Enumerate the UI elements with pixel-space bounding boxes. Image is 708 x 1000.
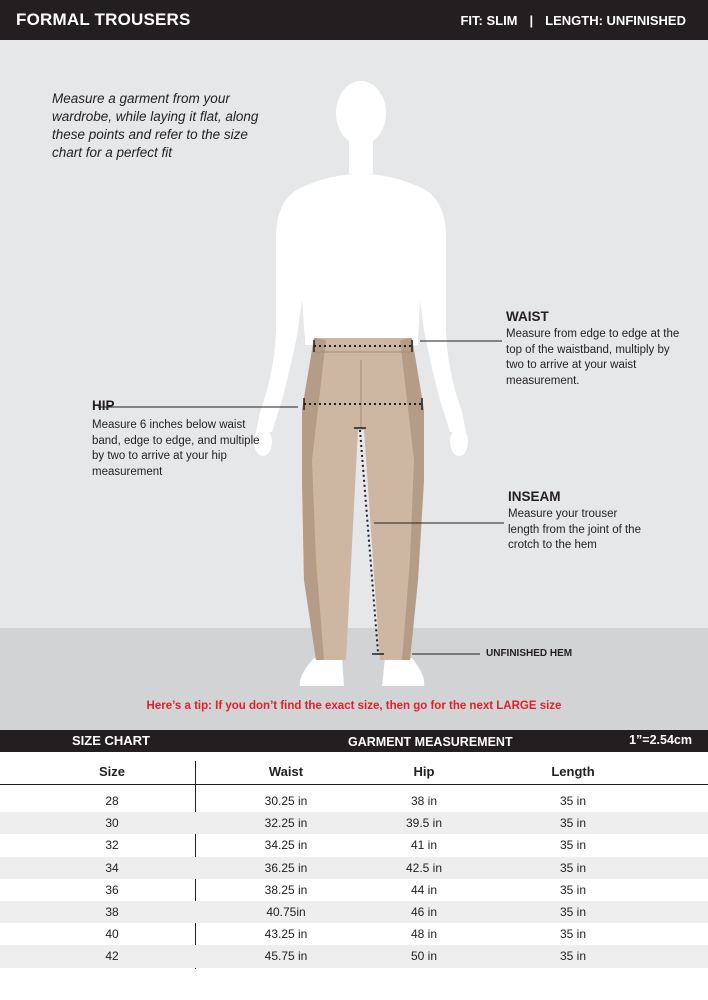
size-cell: 40 xyxy=(105,927,119,942)
length-cell: 35 in xyxy=(559,904,587,919)
measurement-illustration xyxy=(0,40,708,730)
length-cell: 35 in xyxy=(559,882,587,897)
length-cell: 35 in xyxy=(559,927,587,942)
length-cell: 35 in xyxy=(559,794,587,808)
waist-cell: 34.25 in xyxy=(264,838,308,853)
fit-length-info xyxy=(460,13,686,28)
hip-cell: 42.5 in xyxy=(405,860,443,875)
table-row xyxy=(0,812,708,834)
waist-cell: 38.25 in xyxy=(264,882,308,897)
size-chart-header xyxy=(0,730,708,752)
size-cell: 28 xyxy=(105,794,119,808)
table-body xyxy=(0,790,708,968)
hip-cell: 39.5 in xyxy=(405,816,443,831)
hip-cell: 44 in xyxy=(410,882,438,897)
length-cell: 35 in xyxy=(559,816,587,831)
hip-cell: 38 in xyxy=(410,794,438,808)
hem-label: UNFINISHED HEM xyxy=(486,648,573,659)
size-cell: 32 xyxy=(105,838,119,853)
hip-cell: 48 in xyxy=(410,927,438,942)
column-header-size: Size xyxy=(98,764,126,779)
hip-cell: 46 in xyxy=(410,904,438,919)
fit-label: FIT: SLIM xyxy=(460,13,518,28)
size-cell: 34 xyxy=(105,860,119,875)
column-header-hip: Hip xyxy=(413,764,435,779)
waist-cell: 32.25 in xyxy=(264,816,308,831)
waist-cell: 36.25 in xyxy=(264,860,308,875)
size-cell: 30 xyxy=(105,816,119,831)
size-cell: 38 xyxy=(105,904,119,919)
column-header-length: Length xyxy=(551,764,595,779)
table-header-row xyxy=(0,752,708,785)
header-bar xyxy=(0,0,708,40)
header-separator: | xyxy=(529,13,534,28)
waist-cell: 40.75in xyxy=(266,904,306,919)
hip-description: Measure 6 inches below waist band, edge to edge, and multiple by two to arrive at your hip measurement xyxy=(92,419,260,478)
waist-cell: 45.75 in xyxy=(264,949,308,964)
hip-cell: 50 in xyxy=(410,949,438,964)
length-label: LENGTH: UNFINISHED xyxy=(545,13,686,28)
intro-text: Measure a garment from your wardrobe, while laying it flat, along these points and refer to the size chart for a perfect fit xyxy=(52,91,259,160)
table-row xyxy=(0,790,708,812)
waist-cell: 43.25 in xyxy=(264,927,308,942)
size-cell: 36 xyxy=(105,882,119,897)
unit-conversion: 1”=2.54cm xyxy=(629,733,692,747)
size-chart-title: SIZE CHART xyxy=(72,733,150,748)
size-tip: Here’s a tip: If you don’t find the exact size, then go for the next LARGE size xyxy=(146,700,562,712)
waist-cell: 30.25 in xyxy=(264,794,308,808)
table-row xyxy=(0,857,708,879)
length-cell: 35 in xyxy=(559,949,587,964)
waist-title: WAIST xyxy=(506,309,549,324)
column-header-waist: Waist xyxy=(268,764,304,779)
table-row xyxy=(0,945,708,967)
size-chart-table xyxy=(0,752,708,972)
size-cell: 42 xyxy=(105,949,119,964)
inseam-description: Measure your trouser length from the joint of the crotch to the hem xyxy=(508,508,641,551)
table-row xyxy=(0,834,708,856)
length-cell: 35 in xyxy=(559,860,587,875)
table-row xyxy=(0,879,708,901)
hip-cell: 41 in xyxy=(410,838,438,853)
table-row xyxy=(0,901,708,923)
floor-band xyxy=(0,628,708,730)
waist-description: Measure from edge to edge at the top of the waistband, multiply by two to arrive at your waist measurement. xyxy=(506,328,680,387)
garment-measurement-title: GARMENT MEASUREMENT xyxy=(348,735,513,749)
inseam-title: INSEAM xyxy=(508,489,561,504)
page-title: FORMAL TROUSERS xyxy=(16,10,191,29)
table-row xyxy=(0,923,708,945)
hip-title: HIP xyxy=(92,398,115,413)
trousers-illustration xyxy=(302,338,424,660)
length-cell: 35 in xyxy=(559,838,587,853)
